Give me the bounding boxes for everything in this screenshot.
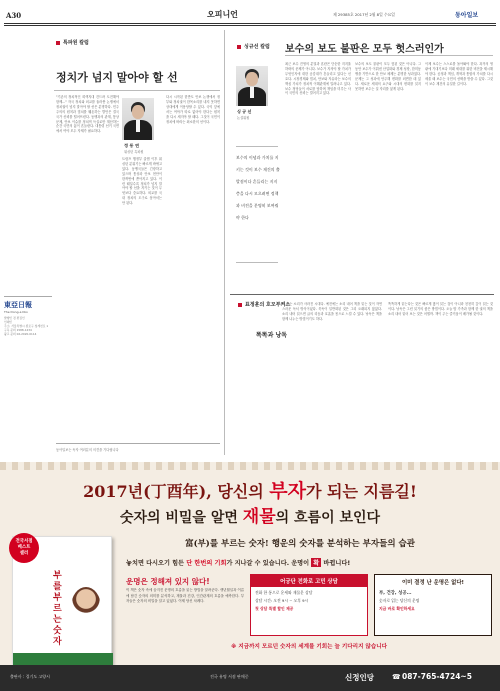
footer-mid-text: 전국 유명 서점 판매중 — [210, 674, 249, 679]
column-body-b: 트럼프 행정부 출범 이후 워싱턴 분위기는 빠르게 바뀌고 있다. 동맹국들은 긴장하고 있으며 통상과 안보 현안이 한꺼번에 쏟아지고 있다. 이런 때일수록 정치가 넘지 말아야 할 선을 지키는 것이 무엇보다 중요하다. 외교를 국내 정치의 도구로 삼아서는 안 된다. — [122, 157, 162, 206]
masthead-line: 주소: 서울특별시 종로구 청계천로 1 — [4, 324, 49, 328]
publisher-name: 신정인당 — [345, 673, 374, 682]
offer-line: 상담 시간: 오전 9시 ~ 오후 9시 — [255, 598, 309, 603]
tagline2-highlight: 단 한번의 기회 — [186, 560, 227, 567]
column-body-b: 똑똑하게 읽는다는 것은 빠르게 많이 읽는 것이 아니라 천천히 깊이 읽는 것이다. 낭독은 그런 읽기의 좋은 방법이다. 오늘 밤 가족과 함께 한 권의 책을 소리 내어 읽어 보는 것은 어떨까. 책이 주는 즐거움이 배가될 것이다. — [388, 302, 493, 316]
book-illustration — [71, 587, 101, 627]
phone-icon: ☎ — [392, 673, 401, 681]
offer-box-2[interactable] — [374, 574, 492, 636]
column-title: 똑똑과 낭독 — [256, 332, 288, 339]
column-body-a: 책 읽는 소리가 사라진 시대다. 예전에는 소리 내어 책을 읽는 것이 자연스러운 독서 방식이었다. 묵독이 일반화된 것은 그리 오래되지 않았다. 소리 내어 읽으면 글의 리듬과 호흡을 몸으로 느낄 수 있다. 낭독은 책을 함께 나누는 방법이기도 하다. — [282, 302, 382, 321]
column-title: 보수의 보도 불판은 모두 헛스러인가 — [285, 44, 444, 55]
column-body-c: 이제 보수는 스스로를 돌아봐야 한다. 과거의 영광에 기대기보다 미래 세대를 위한 비전을 제시해야 한다. 공정과 책임, 개혁과 통합의 가치를 다시 세울 때 보수는 국민의 선택을 받을 수 있다. 그것이 보수 재건의 유일한 길이다. — [425, 62, 493, 86]
masthead-line: 발행인 겸 편집인 — [4, 316, 25, 320]
masthead-line: 인쇄인 — [4, 320, 13, 324]
ad-sub-post: 의 흐름이 보인다 — [275, 510, 381, 526]
notice-text: 동아일보는 독자 여러분의 의견을 기다립니다 — [56, 448, 119, 452]
masthead-box — [4, 296, 52, 334]
ad-top-stripe — [0, 462, 500, 470]
badge-line: 셀러 — [19, 551, 29, 556]
tagline2-mid: 가 지나갈 수 있습니다. 운명이 — [226, 560, 312, 567]
author-role: 워싱턴 특파원 — [124, 150, 144, 154]
footer-left-text: 출판사 : 경기도 고양시 — [10, 674, 50, 679]
pull-quote-rule — [236, 262, 278, 263]
header-rule — [4, 23, 496, 24]
column-body-b: 보수의 보도 불판이 모두 헛된 것은 아니다. 그동안 보수가 이뤄낸 산업화와 경제 성장, 한미동맹을 기반으로 한 안보 체제는 분명한 성과였다. 문제는 그 성과에 안주해 변화를 외면한 데 있다. 새로운 세대의 요구와 시대의 변화를 읽지 못하면 보수는 설 자리를 잃게 된다. — [355, 62, 421, 91]
tagline2-chip: 확 — [313, 560, 320, 567]
ad-sub-pre: 숫자의 비밀을 알면 — [119, 510, 243, 526]
column-body-c: 다시 시작된 한반도 안보 논쟁에서 정부와 정치권이 한목소리를 내지 못하면 상대에게 이용당할 수 있다. 국익 앞에서는 여야가 따로 없어야 한다는 원칙을 다시 새겨야 할 때다. 그것이 국민이 정치에 바라는 최소한의 선이다. — [166, 95, 220, 124]
column-body-a: 최근 보수 진영의 분열과 혼란은 단순한 지지율 하락의 문제가 아니다. 보수가 지켜야 할 가치가 무엇인지에 대한 공감대가 흔들리고 있다는 신호다. 시장경제와 법치, 안보와 자유라는 보수의 핵심 가치가 정치적 이해관계에 밀려나고 있다. 보수 정당들이 서로를 탓하며 책임을 미루는 사이 국민의 신뢰는 멀어지고 있다. — [285, 62, 351, 96]
ad-footer-bar — [0, 665, 500, 691]
author-name: 싱 규 선 — [237, 109, 252, 114]
issue-date: 2017년 2월 8일 수요일 — [354, 12, 395, 17]
ad-note: ※ 지금까지 모르던 숫자의 세계를 기회는 늘 기다리지 않습니다 — [230, 644, 388, 650]
column-tag — [56, 39, 89, 46]
offer-line: 지금 바로 확인하세요 — [379, 606, 415, 611]
column-body-a: "기존의 정치적인 회색지대 건드려 도전해야 함께..." 자국 정치와 외교를 둘러싼 논쟁에서 정치권이 넘지 말아야 할 선은 분명하다. 민주주의의 원칙과 법치를 훼손하는 발언은 결국 국가 신뢰를 떨어뜨린다. 동맹과의 관계, 통상 문제, 안보 이슈를 정치적 득실로만 계산하는 순간 국민의 삶이 흔들린다. 대통령 선거 국면에서 여야 모두 자제가 필요하다. — [56, 95, 119, 134]
offer-box-title: 어궁단 전화로 고민 상담 — [251, 575, 367, 587]
column-divider — [224, 30, 225, 455]
tag-square-icon — [238, 303, 242, 307]
tag-square-icon — [237, 45, 241, 49]
column-tag-label: 표정훈의 호모부커스 — [245, 302, 291, 308]
issue-info — [333, 12, 395, 18]
paper-name: 동아일보 — [455, 12, 479, 19]
ad-section-title: 운명은 정해져 있지 않다! — [126, 577, 210, 586]
header-rule-2 — [4, 25, 496, 26]
pull-quote-rule — [236, 146, 278, 147]
author-photo — [236, 66, 268, 106]
column-title: 정치가 넘지 말아야 할 선 — [56, 71, 178, 84]
badge-line: 베스트 — [17, 545, 31, 550]
ad-headline-post: 가 되는 지름길! — [306, 482, 417, 501]
title-rule — [54, 90, 220, 91]
ad-description: 이 책은 숫자 속에 숨겨진 운명의 흐름을 읽는 방법을 알려준다. 생년월일과 이름에 담긴 숫자의 의미를 분석하고, 재물과 건강, 인간관계의 흐름을 예측한다. 부자들은 숫자의 비밀을 알고 있었다. 이제 당신 차례다. — [126, 588, 244, 604]
ad-tagline-2 — [126, 558, 500, 567]
offer-line: 첫 상담 특별 할인 제공 — [255, 606, 294, 611]
author-photo — [122, 98, 154, 140]
ad-sub-highlight: 재물 — [242, 507, 276, 527]
author-name: 정 동 연 — [124, 143, 140, 148]
masthead-line: 구독 문의 1588-1234 — [4, 328, 32, 332]
masthead-line: 광고 문의 02-2020-0114 — [4, 332, 37, 336]
pull-quote: 보수의 이념과 가치를 지키는 것이 보수 재건의 출발점이다 흔들리는 지지층을 다시 모으려면 정책과 비전을 분명히 보여줘야 한다 — [236, 155, 280, 220]
badge-line: 전국서점 — [15, 539, 33, 544]
offer-box-1[interactable] — [250, 574, 368, 636]
offer-line: 전화 한 통으로 운세와 재물운 상담 — [255, 590, 313, 595]
column-tag-label: 특파원 칼럼 — [63, 40, 89, 46]
masthead-subtitle: The Dong-a Ilbo — [4, 310, 28, 314]
ad-headline-highlight: 부자 — [269, 480, 307, 502]
book-advertisement — [0, 462, 500, 691]
issue-number: 제 29385호 — [333, 12, 354, 17]
tag-square-icon — [56, 41, 60, 45]
title-rule — [285, 55, 493, 56]
ad-tagline: 富(부)를 부르는 숫자! 행운의 숫자를 분석하는 부자들의 습관 — [185, 539, 415, 549]
book-title: 부를 부르는 숫자 — [53, 571, 62, 647]
masthead-logo: 東亞日報 — [4, 300, 32, 309]
bestseller-badge — [9, 533, 39, 563]
tagline2-pre: 놓치면 다시오기 힘든 — [126, 560, 187, 567]
tagline2-post: 바뀝니다! — [321, 560, 351, 567]
author-role: 논설위원 — [237, 116, 250, 120]
section-divider — [230, 294, 494, 295]
ad-headline-pre: 2017년(丁酉年), 당신의 — [83, 482, 270, 501]
book-cover[interactable] — [12, 536, 112, 668]
offer-line: 숫자로 읽는 당신의 운명 — [379, 598, 420, 603]
section-title: 오피니언 — [207, 9, 238, 19]
masthead-details — [56, 443, 220, 453]
publisher-phone[interactable]: 087-765-4724~5 — [402, 672, 472, 681]
ad-headline — [0, 476, 500, 503]
column-tag — [237, 43, 270, 50]
page-number: A30 — [6, 11, 22, 20]
ad-subheadline — [0, 502, 500, 527]
offer-line: 부, 건강, 성공... — [379, 591, 412, 596]
offer-box-title: 이미 결정 난 운명은 없다! — [401, 580, 465, 586]
column-tag-label: 싱규선 칼럼 — [244, 44, 270, 50]
